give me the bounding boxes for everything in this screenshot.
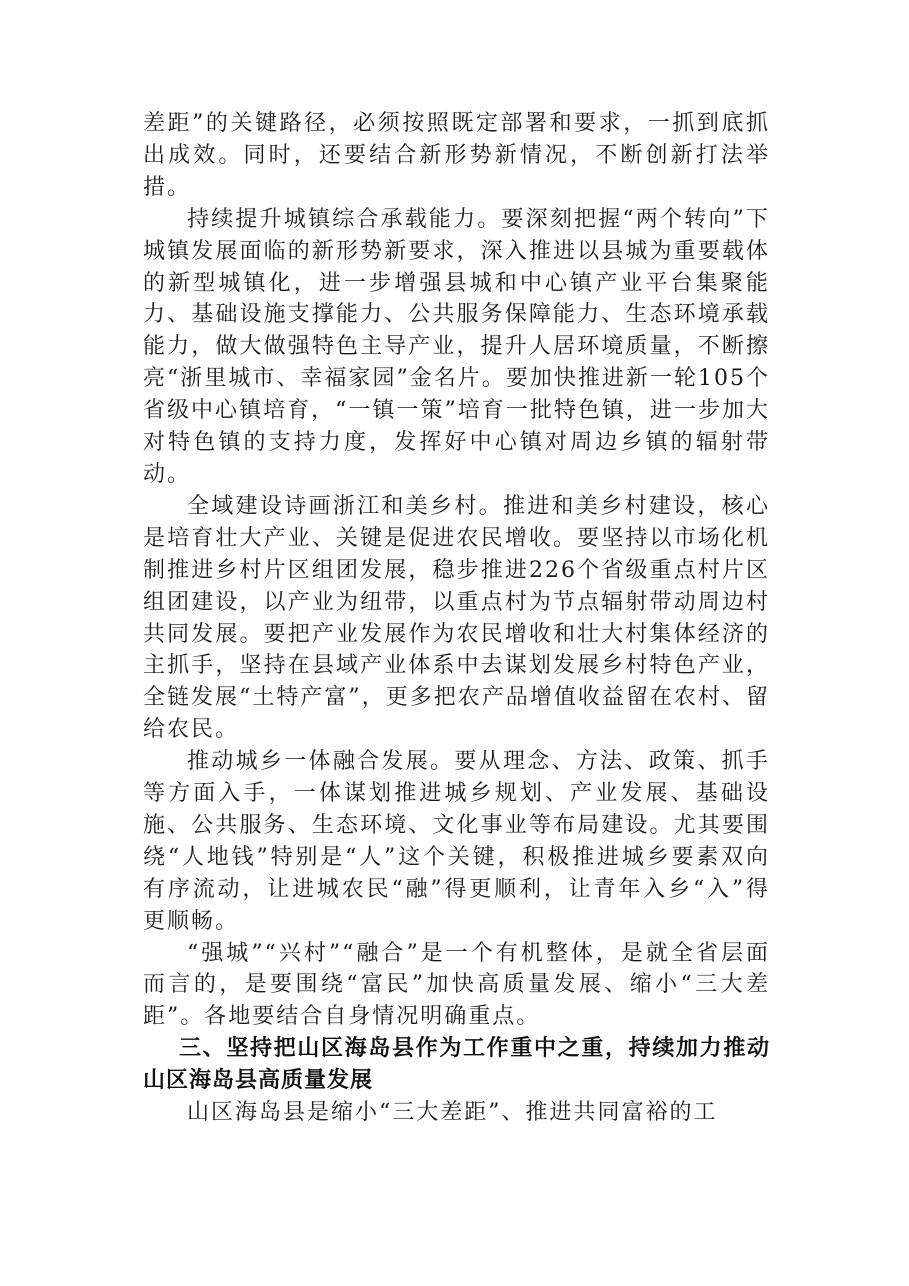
paragraph-summary: “强城”“兴村”“融合”是一个有机整体，是就全省层面而言的，是要围绕“富民”加快高质量发展、缩小“三大差距”。各地要结合自身情况明确重点。 — [143, 940, 770, 1030]
paragraph-urban-capacity: 持续提升城镇综合承载能力。要深刻把握“两个转向”下城镇发展面临的新形势新要求，深入推进以县城为重要载体的新型城镇化，进一步增强县城和中心镇产业平台集聚能力、基础设施支撑能力、公共服务保障能力、生态环境承载能力，做大做强特色主导产业，提升人居环境质量，不断擦亮“浙里城市、幸福家园”金名片。要加快推进新一轮105个省级中心镇培育，“一镇一策”培育一批特色镇，进一步加大对特色镇的支持力度，发挥好中心镇对周边乡镇的辐射带动。 — [143, 206, 770, 487]
section-heading: 三、坚持把山区海岛县作为工作重中之重，持续加力推动山区海岛县高质量发展 — [143, 1036, 770, 1094]
paragraph-urban-rural-integration: 推动城乡一体融合发展。要从理念、方法、政策、抓手等方面入手，一体谋划推进城乡规划、产业发展、基础设施、公共服务、生态环境、文化事业等布局建设。尤其要围绕“人地钱”特别是“人”这个关键，积极推进城乡要素双向有序流动，让进城农民“融”得更顺利，让青年入乡“入”得更顺畅。 — [143, 749, 770, 934]
document-body — [143, 108, 770, 1129]
paragraph-continued: 差距”的关键路径，必须按照既定部署和要求，一抓到底抓出成效。同时，还要结合新形势新情况，不断创新打法举措。 — [143, 111, 770, 200]
paragraph-mountain-island: 山区海岛县是缩小“三大差距”、推进共同富裕的工 — [187, 1100, 718, 1126]
paragraph-rural-construction: 全域建设诗画浙江和美乡村。推进和美乡村建设，核心是培育壮大产业、关键是促进农民增收。要坚持以市场化机制推进乡村片区组团发展，稳步推进226个省级重点村片区组团建设，以产业为纽带，以重点村为节点辐射带动周边村共同发展。要把产业发展作为农民增收和壮大村集体经济的主抓手，坚持在县域产业体系中去谋划发展乡村特色产业，全链发展“土特产富”，更多把农产品增值收益留在农村、留给农民。 — [143, 493, 770, 743]
